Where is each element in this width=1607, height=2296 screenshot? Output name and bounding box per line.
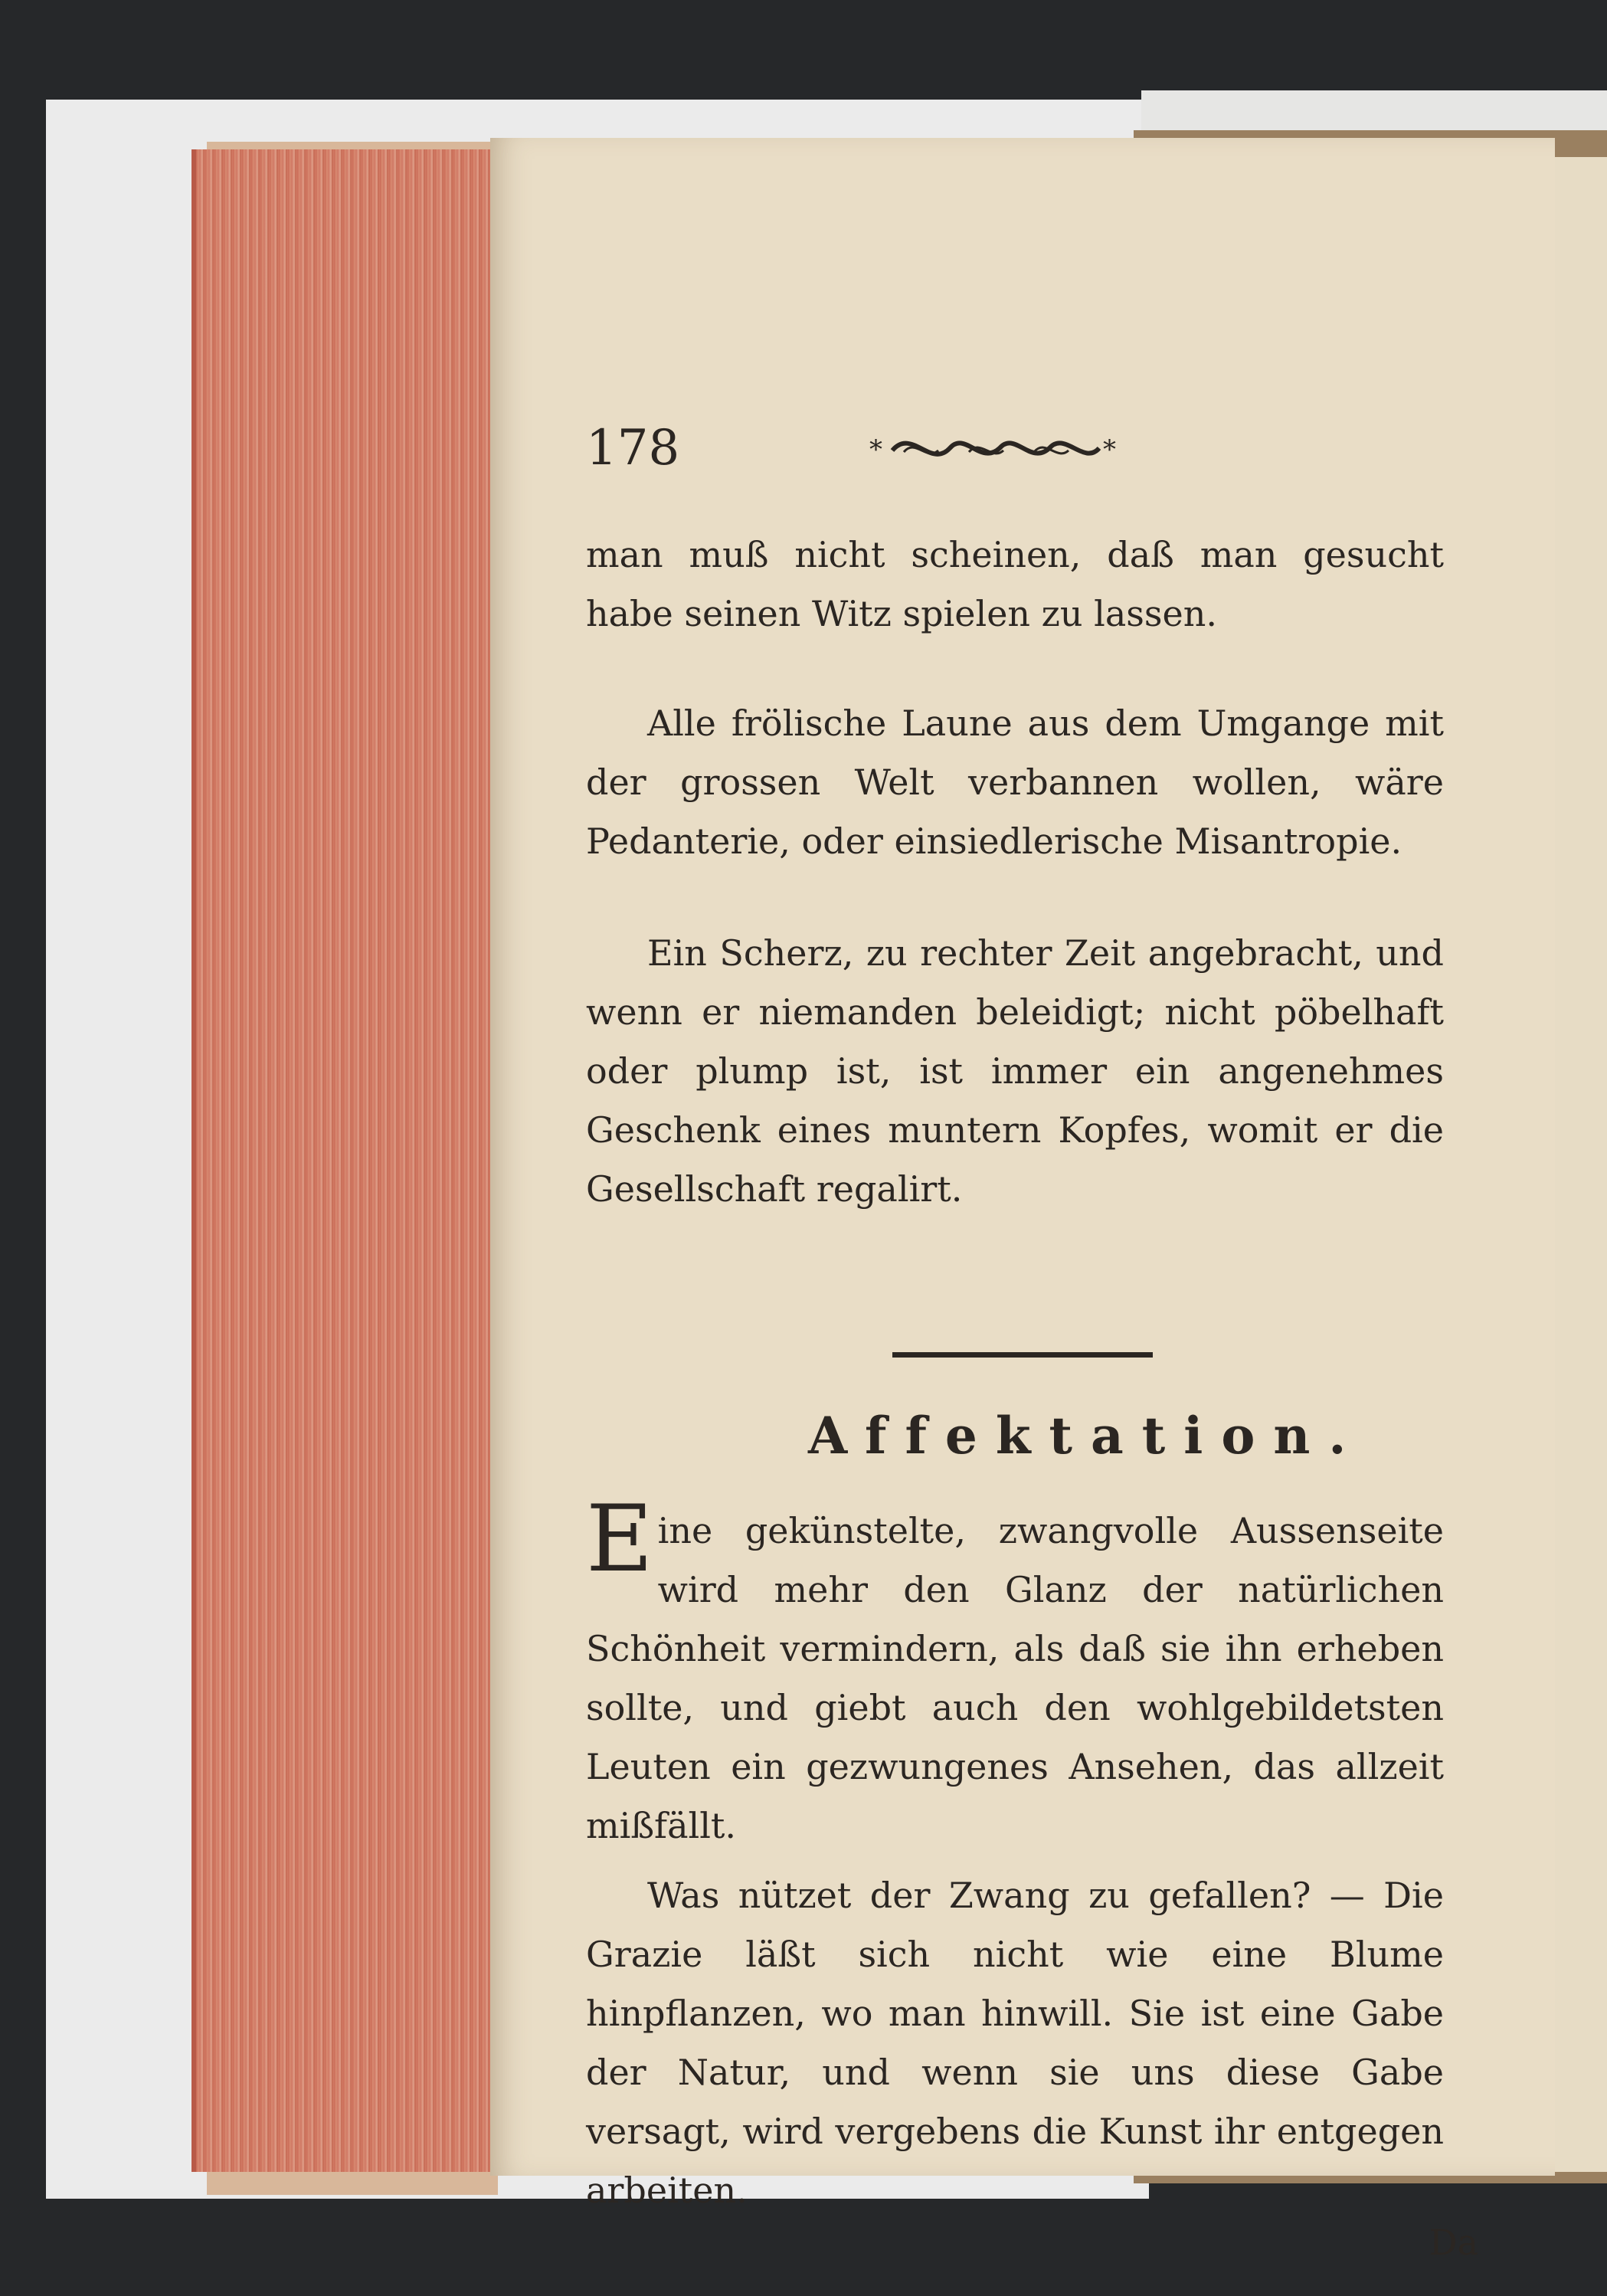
section-paragraph-text: ine gekünstelte, zwangvolle Aussenseite wird mehr den Glanz der natürlichen Schönheit vermindern, als daß sie ihn erheben sollte, und giebt auch den wohlgebildetsten Leuten ein gezwungenes Ansehen, das allzeit mißfällt. bbox=[586, 1510, 1444, 1846]
svg-text:*: * bbox=[1103, 434, 1116, 465]
page-text-block bbox=[586, 276, 1490, 2263]
section-divider bbox=[892, 1352, 1153, 1358]
red-page-edges bbox=[191, 149, 502, 2172]
page-number: 178 bbox=[586, 420, 680, 477]
catchword: Da bbox=[1429, 2222, 1478, 2263]
closing-paragraph: Was nützet der Zwang zu gefallen? — Die Grazie läßt sich nicht wie eine Blume hinpflanzen, wo man hinwill. Sie ist eine Gabe der Natur, und wenn sie uns diese Gabe versagt, wird vergebens die Kunst ihr entgegen arbeiten. bbox=[586, 1875, 1444, 2211]
paragraph-2: Alle frölische Laune aus dem Umgange mit der grossen Welt verbannen wollen, wäre Pedanterie, oder einsiedlerische Misantropie. bbox=[586, 703, 1444, 862]
paragraph-1: man muß nicht scheinen, daß man gesucht habe seinen Witz spielen zu lassen. bbox=[586, 534, 1444, 634]
header-ornament-icon bbox=[869, 421, 1122, 475]
svg-text:*: * bbox=[869, 434, 882, 465]
envelope-flap bbox=[1141, 90, 1607, 136]
drop-cap: E bbox=[586, 1486, 653, 1593]
section-paragraph bbox=[586, 1486, 1444, 1855]
paragraph-3: Ein Scherz, zu rechter Zeit angebracht, und wenn er niemanden beleidigt; nicht pöbelhaft oder plump ist, ist immer ein angenehmes Geschenk eines muntern Kopfes, womit er die Gesellschaft regalirt. bbox=[586, 932, 1444, 1210]
book-page bbox=[490, 138, 1555, 2263]
page-header bbox=[586, 414, 1444, 483]
section-heading: Affektation. bbox=[808, 1406, 1365, 1466]
